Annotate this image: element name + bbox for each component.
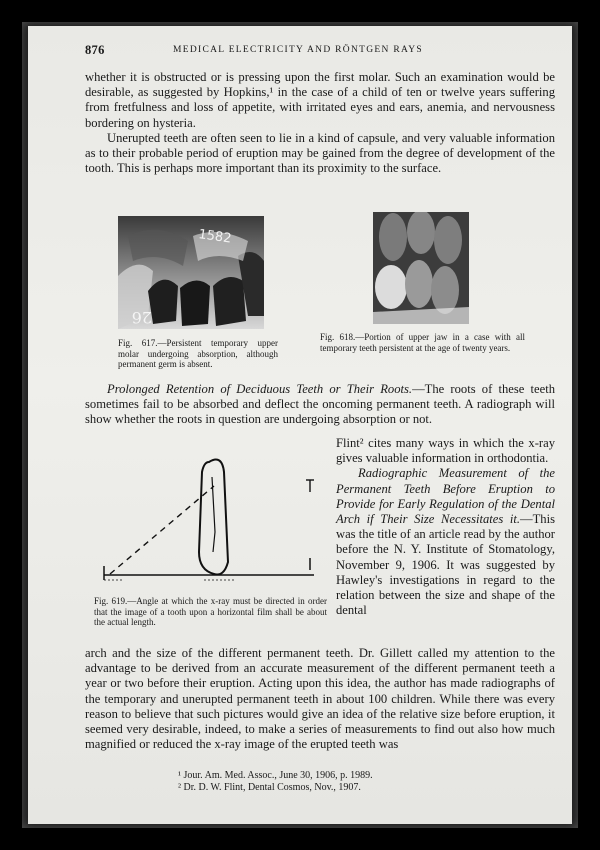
figure-618-caption: Fig. 618.—Portion of upper jaw in a case with all temporary teeth persistent at the age of twenty years. [320, 332, 525, 353]
footnote-1: ¹ Jour. Am. Med. Assoc., June 30, 1906, p. 1989. [178, 770, 373, 781]
measurement-heading: Radiographic Measurement of the Permanent Teeth Before Eruption to Provide for Early Regulation of the Dental Arch if Their Size Necessitates it. [336, 466, 555, 527]
book-page [28, 26, 572, 824]
plate-marks: 1582 [197, 227, 233, 247]
retention-heading: Prolonged Retention of Deciduous Teeth or Their Roots. [107, 382, 413, 396]
ray-line [110, 486, 214, 574]
retention-section [85, 382, 555, 428]
figure-619-caption: Fig. 619.—Angle at which the x-ray must be directed in order that the image of a tooth upon a horizontal film shall be about the actual length. [94, 596, 327, 627]
paragraph-2: Unerupted teeth are often seen to lie in a kind of capsule, and very valuable information as to their probable period of eruption may be gained from the degree of development of the tooth. This is perhaps more important than its proximity to the surface. [85, 130, 555, 176]
measurement-text: —This was the title of an article read by the author before the N. Y. Institute of Stomatology, November 9, 1906. It was suggested by Hawley's investigations in regard to the relation between the size and shape of the dental [336, 512, 555, 618]
radiograph-617-image [118, 216, 264, 329]
running-title: MEDICAL ELECTRICITY AND RÖNTGEN RAYS [173, 45, 423, 55]
radiograph-618-image [373, 212, 469, 324]
retention-text: —The roots of these teeth sometimes fail to be absorbed and deflect the oncoming permanent teeth. A radiograph will show whether the roots in question are undergoing absorption or not. [85, 382, 556, 427]
figure-619-diagram [94, 452, 324, 587]
footnotes [178, 770, 373, 794]
right-column-text [336, 436, 555, 618]
figure-617-caption: Fig. 617.—Persistent temporary upper molar undergoing absorption, although permanent germ is absent. [118, 338, 278, 369]
tooth-outline [199, 460, 228, 575]
flint-paragraph: Flint² cites many ways in which the x-ray gives valuable information in orthodontia. [336, 436, 555, 466]
plate-number: 26 [131, 308, 152, 327]
figure-617-radiograph [118, 216, 264, 329]
paragraph-1: whether it is obstructed or is pressing upon the first molar. Such an examination would be desirable, as suggested by Hopkins,¹ in the case of a child of ten or twelve years suffering from fretfulness and loss of appetite, with irritated eyes and ears, anemia, and nervousness bordering on hysteria. [85, 70, 555, 130]
closing-text [85, 646, 555, 752]
paragraph-6: arch and the size of the different permanent teeth. Dr. Gillett called my attention to the advantage to be derived from an accurate measurement of the different permanent teeth a year or two before their eruption. Acting upon this idea, the author has made radiographs of the temporary and unerupted permanent teeth in about 100 children. While there was every reason to believe that such pictures would give an idea of the relative size before eruption, it seemed very desirable, indeed, to make a series of measurements to find out also how much magnified or reduced the x-ray image of the erupted teeth was [85, 646, 555, 752]
page-number: 876 [85, 43, 105, 57]
footnote-2: ² Dr. D. W. Flint, Dental Cosmos, Nov., 1907. [178, 782, 361, 793]
opening-text [85, 70, 555, 176]
figure-618-radiograph [373, 212, 469, 324]
